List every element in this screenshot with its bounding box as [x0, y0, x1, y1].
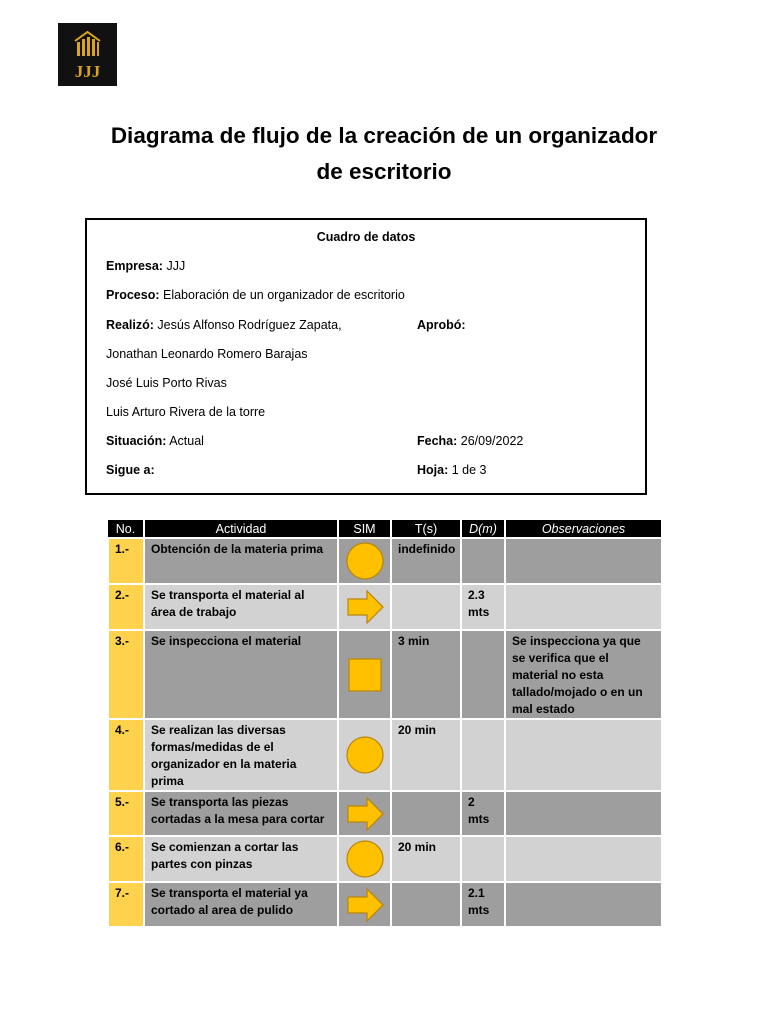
- row-distance: 2.3 mts: [461, 584, 505, 630]
- row-symbol: [338, 791, 391, 836]
- table-header-row: [108, 520, 662, 538]
- proceso-line: [106, 288, 405, 302]
- header-actividad: Actividad: [144, 520, 338, 538]
- row-distance: [461, 538, 505, 584]
- situacion-line: [106, 434, 204, 448]
- row-distance: [461, 719, 505, 791]
- transport-arrow-icon: [345, 796, 385, 832]
- aprobo-label: Aprobó:: [417, 318, 466, 332]
- transport-arrow-icon: [345, 589, 385, 625]
- row-symbol: [338, 584, 391, 630]
- page-title: Diagrama de flujo de la creación de un organizador de escritorio: [110, 123, 658, 184]
- table-row: [108, 791, 662, 836]
- row-observations: [505, 719, 662, 791]
- header-no: No.: [108, 520, 144, 538]
- fecha-line: [417, 434, 523, 448]
- row-time: 3 min: [391, 630, 461, 719]
- row-activity: Se transporta el material al área de trabajo: [144, 584, 338, 630]
- row-observations: [505, 882, 662, 927]
- data-box-heading: Cuadro de datos: [316, 230, 416, 244]
- sigue-label: Sigue a:: [106, 463, 155, 477]
- realizo-line: [106, 318, 342, 332]
- row-observations: [505, 538, 662, 584]
- row-activity: Se comienzan a cortar las partes con pinzas: [144, 836, 338, 882]
- row-symbol: [338, 882, 391, 927]
- table-row: [108, 719, 662, 791]
- row-symbol: [338, 836, 391, 882]
- transport-arrow-icon: [345, 887, 385, 923]
- empresa-line: [106, 259, 185, 273]
- row-distance: [461, 630, 505, 719]
- row-symbol: [338, 719, 391, 791]
- row-number: 5.-: [108, 791, 144, 836]
- fecha-value: 26/09/2022: [460, 434, 524, 448]
- row-time: indefinido: [391, 538, 461, 584]
- hoja-label: Hoja:: [417, 463, 449, 477]
- building-icon: [72, 29, 103, 59]
- row-time: [391, 882, 461, 927]
- row-distance: [461, 836, 505, 882]
- row-number: 4.-: [108, 719, 144, 791]
- row-number: 2.-: [108, 584, 144, 630]
- table-row: [108, 630, 662, 719]
- row-activity: Se realizan las diversas formas/medidas de el organizador en la materia prima: [144, 719, 338, 791]
- person-2: Jonathan Leonardo Romero Barajas: [106, 347, 308, 361]
- row-observations: Se inspecciona ya que se verifica que el material no esta tallado/mojado o en un mal estado: [505, 630, 662, 719]
- row-distance: 2.1 mts: [461, 882, 505, 927]
- empresa-label: Empresa:: [106, 259, 163, 273]
- data-box: [85, 218, 647, 495]
- operation-circle-icon: [345, 839, 385, 879]
- row-symbol: [338, 630, 391, 719]
- table-row: [108, 836, 662, 882]
- logo-text: JJJ: [74, 62, 101, 81]
- row-time: [391, 791, 461, 836]
- table-row: [108, 538, 662, 584]
- realizo-value: Jesús Alfonso Rodríguez Zapata,: [157, 318, 342, 332]
- proceso-value: Elaboración de un organizador de escritorio: [162, 288, 405, 302]
- operation-circle-icon: [345, 541, 385, 581]
- row-observations: [505, 836, 662, 882]
- person-4: Luis Arturo Rivera de la torre: [106, 405, 266, 419]
- aprobo-line: [417, 318, 466, 332]
- company-logo: [58, 23, 117, 86]
- situacion-value: Actual: [169, 434, 204, 448]
- header-sim: SIM: [338, 520, 391, 538]
- empresa-value: JJJ: [166, 259, 186, 273]
- row-distance: 2 mts: [461, 791, 505, 836]
- row-number: 3.-: [108, 630, 144, 719]
- row-observations: [505, 584, 662, 630]
- sigue-line: [106, 463, 155, 477]
- row-symbol: [338, 538, 391, 584]
- situacion-label: Situación:: [106, 434, 167, 448]
- row-number: 6.-: [108, 836, 144, 882]
- row-time: 20 min: [391, 719, 461, 791]
- header-t: T(s): [391, 520, 461, 538]
- realizo-label: Realizó:: [106, 318, 154, 332]
- row-activity: Se transporta el material ya cortado al area de pulido: [144, 882, 338, 927]
- hoja-line: [417, 463, 487, 477]
- table-row: [108, 882, 662, 927]
- row-observations: [505, 791, 662, 836]
- fecha-label: Fecha:: [417, 434, 458, 448]
- row-time: 20 min: [391, 836, 461, 882]
- header-d: D(m): [461, 520, 505, 538]
- operation-circle-icon: [345, 735, 385, 775]
- row-activity: Obtención de la materia prima: [144, 538, 338, 584]
- inspection-square-icon: [345, 655, 385, 695]
- proceso-label: Proceso:: [106, 288, 160, 302]
- row-number: 1.-: [108, 538, 144, 584]
- row-time: [391, 584, 461, 630]
- row-activity: Se transporta las piezas cortadas a la mesa para cortar: [144, 791, 338, 836]
- process-table: [107, 520, 663, 928]
- row-number: 7.-: [108, 882, 144, 927]
- header-observaciones: Observaciones: [505, 520, 662, 538]
- table-row: [108, 584, 662, 630]
- row-activity: Se inspecciona el material: [144, 630, 338, 719]
- person-3: José Luis Porto Rivas: [106, 376, 227, 390]
- hoja-value: 1 de 3: [451, 463, 487, 477]
